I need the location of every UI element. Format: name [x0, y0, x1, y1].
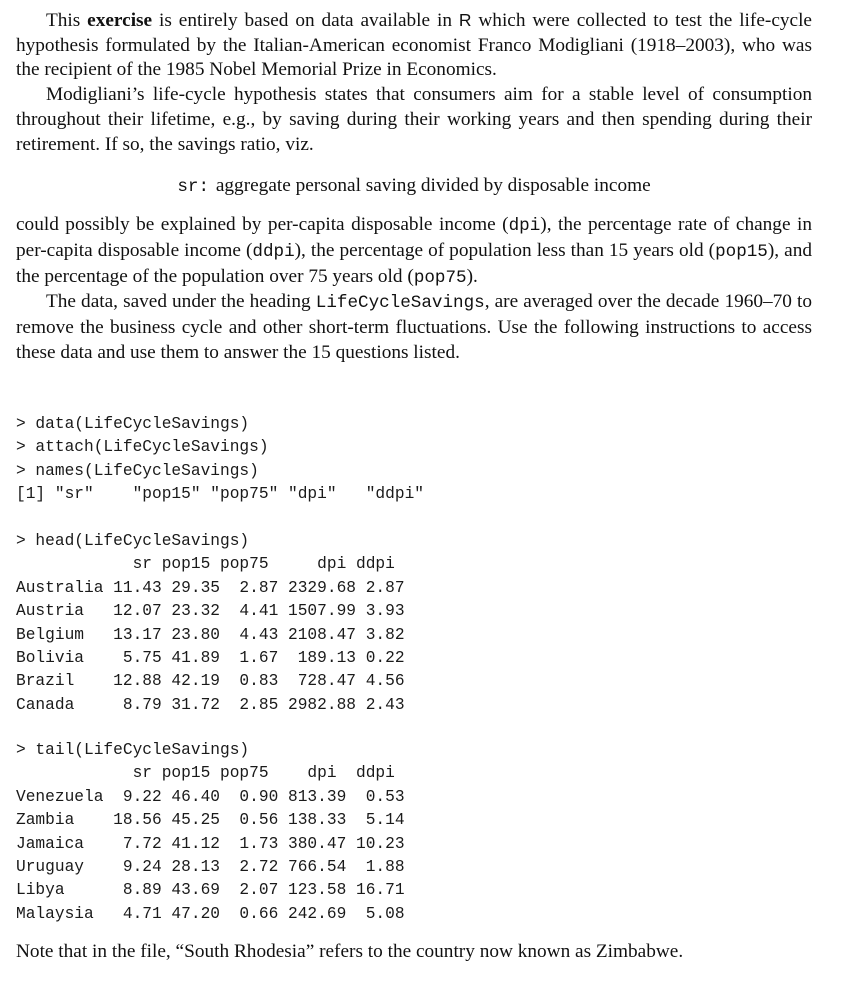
- code-line: > names(LifeCycleSavings): [16, 461, 259, 480]
- r-code-block-setup: [16, 413, 424, 507]
- code-line: > data(LifeCycleSavings): [16, 415, 250, 433]
- r-head-output: [16, 530, 405, 717]
- data-description-paragraph: [16, 290, 812, 365]
- explanatory-paragraph: [16, 213, 812, 290]
- code-line: [1] "sr" "pop15" "pop75" "dpi" "ddpi": [16, 485, 424, 504]
- dpi-variable: dpi: [508, 216, 541, 237]
- table-row: Malaysia 4.71 47.20 0.66 242.69 5.08: [16, 904, 405, 923]
- text-span: , are averaged over the decade 1960–70 to remove the business cycle and other short-term fluctuations. Use the following instructions to access these data and use them to answer the 15 questions listed.: [16, 291, 813, 363]
- code-command: > head(LifeCycleSavings): [16, 532, 250, 550]
- text-span: could possibly be explained by per-capita disposable income (: [16, 214, 509, 236]
- table-row: Brazil 12.88 42.19 0.83 728.47 4.56: [16, 672, 405, 691]
- text-span: The data, saved under the heading: [46, 291, 316, 313]
- table-row: Australia 11.43 29.35 2.87 2329.68 2.87: [16, 578, 405, 597]
- text-span: ), the percentage rate of change in per-capita disposable income (: [16, 214, 812, 261]
- dataset-name: LifeCycleSavings: [315, 293, 485, 314]
- text-span: is entirely based on data available in: [152, 10, 459, 31]
- table-row: Venezuela 9.22 46.40 0.90 813.39 0.53: [16, 787, 405, 806]
- text-span: which were collected to test the life-cycle hypothesis formulated by the Italian-American economist Franco Modigliani (1918–2003), who was the recipient of the 1985 Nobel Memorial Prize in Economics.: [16, 10, 812, 81]
- table-row: Jamaica 7.72 41.12 1.73 380.47 10.23: [16, 834, 405, 853]
- table-row: Libya 8.89 43.69 2.07 123.58 16.71: [16, 881, 405, 900]
- intro-paragraph: [16, 8, 812, 83]
- zimbabwe-note: Note that in the file, “South Rhodesia” refers to the country now known as Zimbabwe.: [16, 941, 684, 962]
- table-header: sr pop15 pop75 dpi ddpi: [16, 555, 395, 574]
- table-row: Austria 12.07 23.32 4.41 1507.99 3.93: [16, 602, 405, 621]
- pop15-variable: pop15: [715, 241, 768, 262]
- text-span: This: [46, 10, 88, 31]
- table-row: Canada 8.79 31.72 2.85 2982.88 2.43: [16, 695, 405, 714]
- table-header: sr pop15 pop75 dpi ddpi: [16, 764, 395, 783]
- hypothesis-paragraph: Modigliani’s life-cycle hypothesis states that consumers aim for a stable level of consumption throughout their lifetime, e.g., by saving during their working years and then spending during their retirement. If so, the savings ratio, viz.: [16, 84, 812, 155]
- r-software-name: R: [458, 10, 472, 30]
- definition-text: aggregate personal saving divided by disposable income: [215, 175, 651, 197]
- table-row: Zambia 18.56 45.25 0.56 138.33 5.14: [16, 811, 405, 830]
- table-row: Bolivia 5.75 41.89 1.67 189.13 0.22: [16, 648, 405, 667]
- pop75-variable: pop75: [413, 267, 467, 288]
- code-command: > tail(LifeCycleSavings): [16, 741, 250, 759]
- table-row: Uruguay 9.24 28.13 2.72 766.54 1.88: [16, 857, 405, 876]
- r-tail-output: [16, 739, 405, 926]
- exercise-bold: exercise: [87, 10, 153, 31]
- text-span: ).: [466, 265, 478, 287]
- code-line: > attach(LifeCycleSavings): [16, 438, 269, 457]
- table-row: Belgium 13.17 23.80 4.43 2108.47 3.82: [16, 625, 405, 644]
- ddpi-variable: ddpi: [252, 241, 295, 262]
- text-span: ), and the percentage of the population over 75 years old (: [16, 239, 813, 287]
- savings-ratio-definition: [16, 174, 812, 199]
- sr-variable: sr:: [177, 177, 210, 198]
- document-body: [16, 8, 812, 365]
- text-span: ), the percentage of population less than 15 years old (: [294, 239, 716, 261]
